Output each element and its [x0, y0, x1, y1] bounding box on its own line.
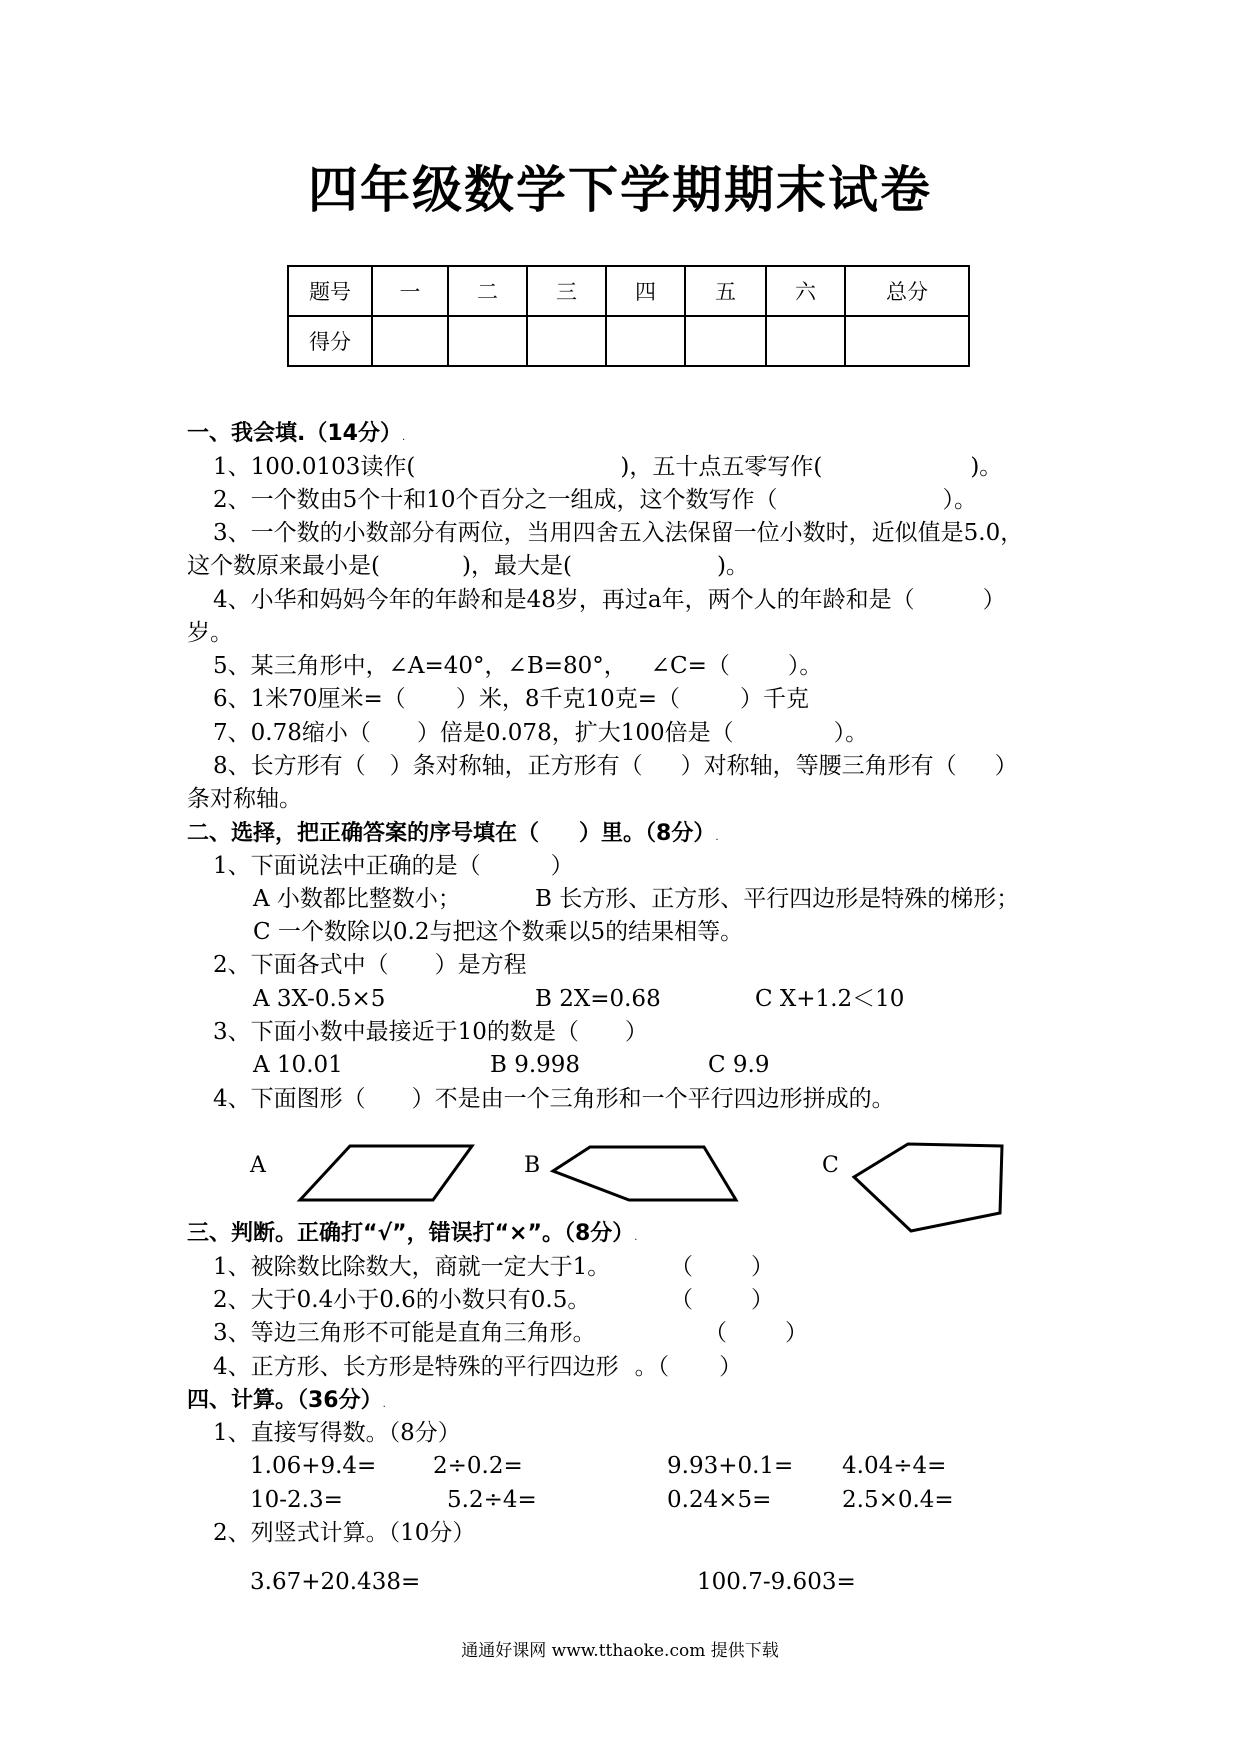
heading-tail-mark: .: [382, 1399, 386, 1410]
s2-q2-option-b: B 2X=0.68: [535, 986, 661, 1012]
section3-heading: [187, 1218, 637, 1253]
section4-heading: [187, 1385, 386, 1420]
s1-q3-text-d: )。: [716, 553, 749, 579]
s1-q6-text-c: ）千克: [739, 686, 809, 712]
shape-label-c: C: [822, 1153, 839, 1178]
s3-q2-paren: （ ）: [670, 1287, 774, 1313]
s2-q1-option-a: A 小数都比整数小；: [253, 886, 461, 912]
calc-item: 2÷0.2=: [433, 1453, 523, 1479]
section2-heading: [187, 818, 719, 853]
s3-q4-text: 4、正方形、长方形是特殊的平行四边形: [213, 1354, 619, 1380]
s2-q1-option-c: C 一个数除以0.2与把这个数乘以5的结果相等。: [253, 919, 744, 945]
s2-q2-text: 2、下面各式中（: [213, 952, 389, 978]
s1-q1-text-a: 1、100.0103读作(: [213, 454, 416, 480]
s2-q1-option-b: B 长方形、正方形、平行四边形是特殊的梯形；: [535, 886, 1020, 912]
s3-q1-paren: （ ）: [670, 1254, 774, 1280]
s2-q2-option-a: A 3X-0.5×5: [253, 986, 386, 1012]
s1-q5: [213, 651, 822, 681]
s2-q3-option-c: C 9.9: [708, 1052, 770, 1078]
score-header-cell: 三: [527, 266, 606, 316]
score-cell[interactable]: [448, 316, 527, 366]
s2-q3-close: ）: [624, 1019, 648, 1045]
calc-item: 4.04÷4=: [842, 1453, 947, 1479]
footer-credit: 通通好课网 www.tthaoke.com 提供下载: [461, 1641, 779, 1661]
score-cell[interactable]: [527, 316, 606, 366]
s1-q7: [213, 718, 868, 748]
s3-q3: 3、等边三角形不可能是直角三角形。: [213, 1320, 596, 1346]
s1-q5-text-b: ∠C=（: [650, 653, 730, 679]
calc-item: 2.5×0.4=: [842, 1487, 954, 1513]
s1-q6-text-b: ）米，8千克10克=（: [455, 686, 680, 712]
score-header-cell: 一: [372, 266, 448, 316]
score-table-header-row: [288, 266, 969, 316]
s1-q6: [213, 684, 809, 714]
s2-q4-close: ）不是由一个三角形和一个平行四边形拼成的。: [411, 1086, 895, 1112]
calc-item: 1.06+9.4=: [250, 1453, 377, 1479]
calc-item: 10-2.3=: [250, 1487, 343, 1513]
s1-q3-line2: [187, 551, 749, 581]
shape-label-a: A: [250, 1153, 266, 1178]
s1-q1: [213, 452, 1002, 482]
score-header-cell: 总分: [845, 266, 969, 316]
section2-heading-tail: ）里。（8分）: [579, 821, 716, 846]
score-header-cell: 四: [606, 266, 685, 316]
s2-q1-close: ）: [550, 853, 574, 879]
heading-tail-mark: .: [634, 1232, 638, 1243]
shape-a-parallelogram: [300, 1146, 472, 1200]
heading-tail-mark: .: [401, 432, 406, 443]
vertical-calc-item: 3.67+20.438=: [250, 1569, 421, 1595]
score-table: [287, 265, 970, 367]
s1-q8-text-d: ）: [994, 753, 1018, 779]
s1-q2-text-a: 2、一个数由5个十和10个百分之一组成，这个数写作（: [213, 487, 778, 513]
score-cell[interactable]: [845, 316, 969, 366]
s1-q8-text-b: ）条对称轴，正方形有（: [389, 753, 643, 779]
s1-q8: [213, 751, 1018, 781]
s3-q2: 2、大于0.4小于0.6的小数只有0.5。: [213, 1287, 591, 1313]
s3-q3-paren: （ ）: [704, 1320, 808, 1346]
s4-part1-title: 1、直接写得数。（8分）: [213, 1420, 461, 1446]
s2-q2-close: ）是方程: [434, 952, 527, 978]
score-cell[interactable]: [766, 316, 845, 366]
s2-q4-text: 4、下面图形（: [213, 1086, 366, 1112]
calc-item: 0.24×5=: [667, 1487, 772, 1513]
s4-part2-title: 2、列竖式计算。（10分）: [213, 1520, 476, 1546]
s1-q4-text-b: ）: [982, 587, 1006, 613]
shape-label-b: B: [524, 1153, 541, 1178]
score-header-cell: 二: [448, 266, 527, 316]
s2-q1-text: 1、下面说法中正确的是（: [213, 853, 481, 879]
section1-heading: [187, 418, 405, 453]
s1-q4-text-a: 4、小华和妈妈今年的年龄和是48岁，再过a年，两个人的年龄和是（: [213, 587, 915, 613]
s1-q7-text-b: ）倍是0.078，扩大100倍是（: [416, 720, 734, 746]
score-table-score-row: [288, 316, 969, 366]
s2-q3-text: 3、下面小数中最接近于10的数是（: [213, 1019, 579, 1045]
s1-q2: [213, 485, 977, 515]
s3-q4: 4、正方形、长方形是特殊的平行四边形 。（ ）: [213, 1354, 743, 1380]
calc-item: 5.2÷4=: [447, 1487, 537, 1513]
score-cell[interactable]: [685, 316, 766, 366]
heading-tail-mark: .: [715, 832, 719, 843]
s2-q1: [213, 851, 574, 881]
score-header-cell: 五: [685, 266, 766, 316]
section4-heading-text: 四、计算。（36分）: [187, 1388, 383, 1413]
s1-q3-line1: 3、一个数的小数部分有两位，当用四舍五入法保留一位小数时，近似值是5.0，: [213, 520, 1024, 546]
section1-heading-text: 一、我会填.（14分）: [187, 421, 402, 446]
s2-q3-option-b: B 9.998: [490, 1052, 581, 1078]
s1-q8-cont: 条对称轴。: [187, 786, 302, 812]
shape-c-pentagon: [854, 1144, 1002, 1231]
score-cell[interactable]: [606, 316, 685, 366]
s2-q4: [213, 1084, 895, 1114]
s1-q1-text-b: )，五十点五零写作(: [620, 454, 823, 480]
s1-q4-cont: 岁。: [187, 620, 233, 646]
score-header-cell: 题号: [288, 266, 372, 316]
s1-q8-text-c: ）对称轴，等腰三角形有（: [680, 753, 957, 779]
calc-item: 9.93+0.1=: [667, 1453, 794, 1479]
section3-heading-text: 三、判断。正确打“√”，错误打“×”。（8分）: [187, 1221, 635, 1246]
s1-q2-text-b: ）。: [942, 487, 978, 513]
s3-q1: 1、被除数比除数大，商就一定大于1。: [213, 1254, 611, 1280]
s1-q5-text-a: 5、某三角形中，∠A=40°，∠B=80°，: [213, 653, 627, 679]
s1-q7-text-c: ）。: [833, 720, 869, 746]
s2-q3: [213, 1017, 648, 1047]
shape-b-pentagon: [553, 1147, 736, 1200]
s1-q1-text-c: )。: [970, 454, 1003, 480]
s3-q4-tail: 。（: [634, 1354, 670, 1380]
s1-q3-text-b: 这个数原来最小是(: [187, 553, 380, 579]
s2-q2-option-c: C X+1.2＜10: [755, 986, 905, 1012]
section2-heading-text: 二、选择，把正确答案的序号填在（: [187, 821, 540, 846]
s2-q2: [213, 950, 527, 980]
exam-title: 四年级数学下学期期末试卷: [308, 161, 932, 219]
vertical-calc-item: 100.7-9.603=: [697, 1569, 856, 1595]
s1-q8-text-a: 8、长方形有（: [213, 753, 366, 779]
s1-q3-text-c: )，最大是(: [461, 553, 572, 579]
s1-q5-text-c: ）。: [787, 653, 823, 679]
score-header-cell: 六: [766, 266, 845, 316]
score-cell[interactable]: [372, 316, 448, 366]
s2-q3-option-a: A 10.01: [253, 1052, 343, 1078]
s1-q4: [213, 585, 1006, 615]
score-row-label: 得分: [288, 316, 372, 366]
s1-q6-text-a: 6、1米70厘米=（: [213, 686, 406, 712]
s1-q7-text-a: 7、0.78缩小（: [213, 720, 371, 746]
